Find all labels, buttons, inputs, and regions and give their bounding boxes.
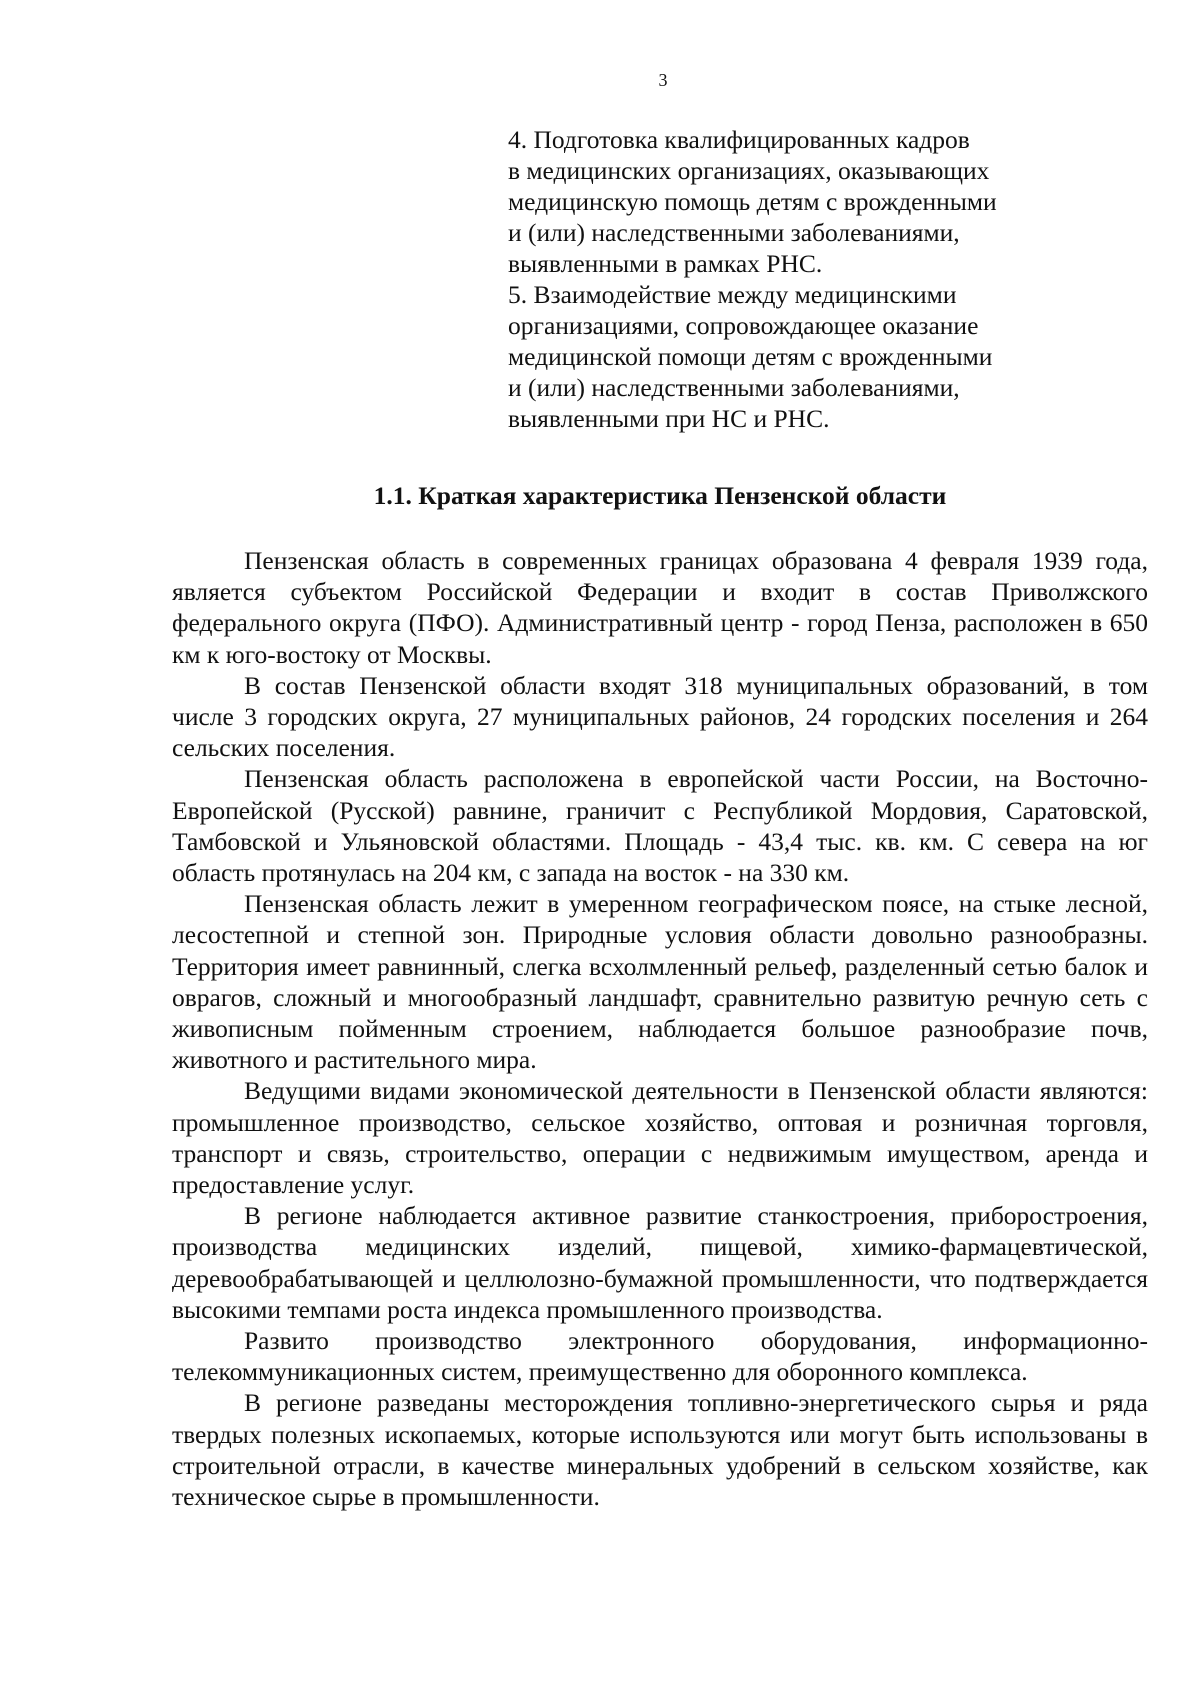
- paragraph: В регионе разведаны месторождения топливно-энергетического сырья и ряда твердых полезных ископаемых, которые используются или могут быть использованы в строительной отрасли, в качестве минеральных удобрений в сельском хозяйстве, как техническое сырье в промышленности.: [172, 1388, 1148, 1512]
- section-body: [172, 545, 1148, 1512]
- paragraph: В регионе наблюдается активное развитие станкостроения, приборостроения, производства медицинских изделий, пищевой, химико-фармацевтической, деревообрабатывающей и целлюлозно-бумажной промышленности, что подтверждается высокими темпами роста индекса промышленного производства.: [172, 1201, 1148, 1324]
- list-item: 5. Взаимодействие между медицинскими организациями, сопровождающее оказание медицинской помощи детям с врожденными и (или) наследственными заболеваниями, выявленными при НС и РНС.: [508, 280, 993, 433]
- paragraph: Пензенская область лежит в умеренном географическом поясе, на стыке лесной, лесостепной и степной зон. Природные условия области довольно разнообразны. Территория имеет равнинный, слегка всхолмленный рельеф, разделенный сетью балок и оврагов, сложный и многообразный ландшафт, сравнительно развитую речную сеть с живописным пойменным строением, наблюдается большое разнообразие почв, животного и растительного мира.: [172, 889, 1148, 1075]
- page-number: 3: [658, 70, 668, 90]
- paragraph: Ведущими видами экономической деятельности в Пензенской области являются: промышленное производство, сельское хозяйство, оптовая и розничная торговля, транспорт и связь, строительство, операции с недвижимым имуществом, аренда и предоставление услуг.: [172, 1076, 1148, 1200]
- paragraph: Развито производство электронного оборудования, информационно-телекоммуникационных систем, преимущественно для оборонного комплекса.: [172, 1326, 1148, 1387]
- paragraph: Пензенская область расположена в европейской части России, на Восточно-Европейской (Русской) равнине, граничит с Республикой Мордовия, Саратовской, Тамбовской и Ульяновской областями. Площадь - 43,4 тыс. кв. км. С севера на юг область протянулась на 204 км, с запада на восток - на 330 км.: [172, 764, 1148, 888]
- paragraph: Пензенская область в современных границах образована 4 февраля 1939 года, является субъектом Российской Федерации и входит в состав Приволжского федерального округа (ПФО). Административный центр - город Пенза, расположен в 650 км к юго-востоку от Москвы.: [172, 546, 1148, 669]
- list-item: 4. Подготовка квалифицированных кадров в медицинских организациях, оказывающих медицинскую помощь детям с врожденными и (или) наследственными заболеваниями, выявленными в рамках РНС.: [508, 125, 997, 278]
- section-heading: 1.1. Краткая характеристика Пензенской области: [373, 481, 947, 510]
- top-list: [508, 124, 1068, 434]
- paragraph: В состав Пензенской области входят 318 муниципальных образований, в том числе 3 городских округа, 27 муниципальных районов, 24 городских поселения и 264 сельских поселения.: [172, 670, 1148, 763]
